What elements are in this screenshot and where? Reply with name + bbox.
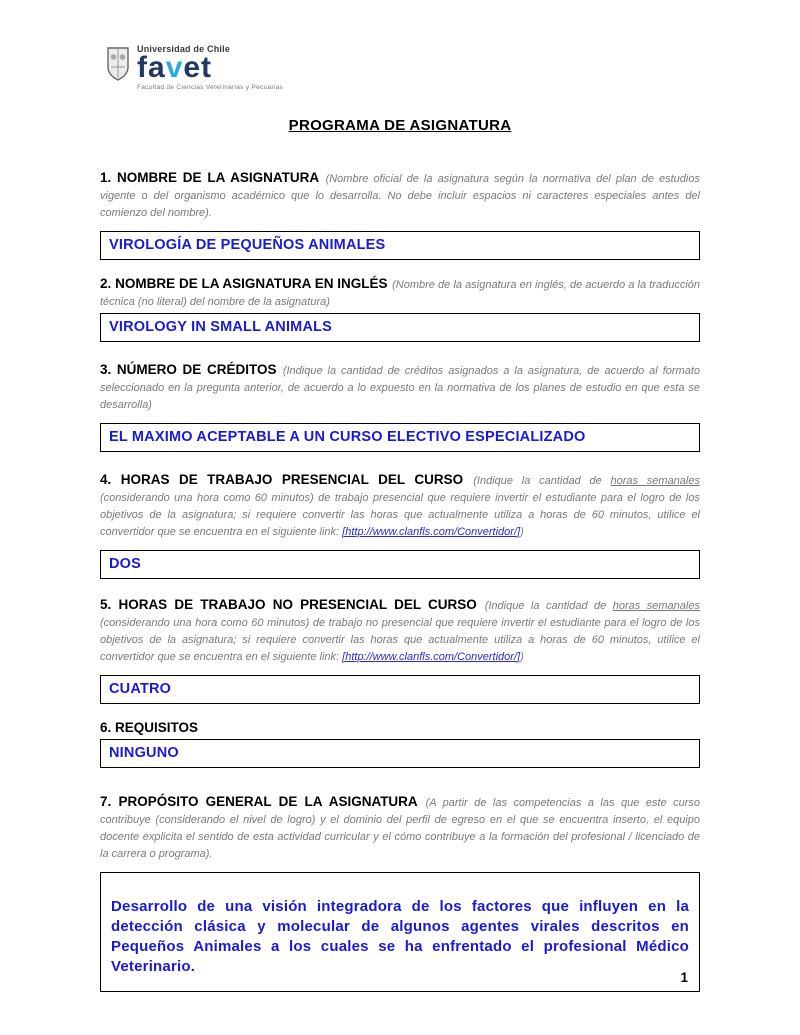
- favet-wordmark: [137, 51, 283, 84]
- section-3-note: (Indique la cantidad de créditos asignados a la asignatura, de acuerdo al formato seleccionado en la pregunta anterior, de acuerdo a lo expuesto en la normativa de los planes de estudio en que esta se desarrolla): [100, 364, 700, 411]
- section-nombre-asignatura: [100, 170, 700, 260]
- section-4-heading-line: [100, 472, 700, 540]
- section-3-heading: 3. NÚMERO DE CRÉDITOS: [100, 361, 277, 377]
- section-2-heading: 2. NOMBRE DE LA ASIGNATURA EN INGLÉS: [100, 275, 388, 291]
- section-7-heading: 7. PROPÓSITO GENERAL DE LA ASIGNATURA: [100, 793, 418, 809]
- section-4-heading: 4. HORAS DE TRABAJO PRESENCIAL DEL CURSO: [100, 471, 464, 487]
- answer-4-text: DOS: [109, 555, 142, 572]
- section-4-note-close: ): [520, 525, 524, 538]
- section-1-note: (Nombre oficial de la asignatura según la normativa del plan de estudios vigente o del organismo académico que lo desarrolla. No debe incluir espacios ni caracteres especiales antes del comienzo del nombre).: [100, 172, 700, 219]
- section-7-heading-line: [100, 794, 700, 862]
- section-4-note-underlined: horas semanales: [610, 474, 700, 487]
- logo-text-block: [137, 44, 283, 91]
- answer-box-3: [100, 423, 700, 452]
- section-numero-creditos: [100, 362, 700, 452]
- section-5-note: (Indique la cantidad de: [484, 599, 613, 612]
- university-name: Universidad de Chile: [137, 44, 231, 54]
- section-5-note: (considerando una hora como 60 minutos) de trabajo no presencial que requiere invertir el estudiante para el logro de los objetivos de la asignatura; si requiere convertir las horas que actualmente utiliza a horas de 60 minutos, utilice el convertidor que se encuentra en el siguiente link:: [100, 616, 700, 663]
- university-crest-icon: [106, 47, 130, 86]
- section-3-heading-line: [100, 362, 700, 413]
- section-7-note: (A partir de las competencias a las que este curso contribuye (considerando el nivel de logro) y el dominio del perfil de egreso en el que se encuentra inserto, el equipo docente explicita el sentido de esta actividad curricular y el cómo contribuye a la formación del profesional / licenciado de la carrera o programa).: [100, 796, 700, 860]
- answer-box-2: [100, 313, 700, 342]
- section-4-note: (Indique la cantidad de: [473, 474, 611, 487]
- section-5-note-close: ): [520, 650, 524, 663]
- section-2-note: (Nombre de la asignatura en inglés, de acuerdo a la traducción técnica (no literal) del nombre de la asignatura): [100, 278, 701, 308]
- page-title: PROGRAMA DE ASIGNATURA: [288, 116, 512, 134]
- section-6-heading-line: [100, 720, 700, 736]
- convertidor-link[interactable]: [http://www.clanfls.com/Convertidor/]: [342, 650, 521, 663]
- convertidor-link[interactable]: [http://www.clanfls.com/Convertidor/]: [342, 525, 521, 538]
- section-5-heading: 5. HORAS DE TRABAJO NO PRESENCIAL DEL CURSO: [100, 596, 477, 612]
- wordmark-part: fa: [137, 51, 166, 84]
- wordmark-part: et: [183, 51, 213, 84]
- answer-5-text: CUATRO: [109, 680, 172, 697]
- section-6-heading: 6. REQUISITOS: [100, 719, 199, 735]
- section-2-heading-line: [100, 276, 700, 310]
- section-requisitos: [100, 720, 700, 768]
- section-nombre-ingles: [100, 276, 700, 342]
- answer-3-text: EL MAXIMO ACEPTABLE A UN CURSO ELECTIVO ESPECIALIZADO: [109, 428, 586, 445]
- answer-2-text: VIROLOGY IN SMALL ANIMALS: [109, 318, 333, 335]
- section-5-note-underlined: horas semanales: [612, 599, 700, 612]
- section-proposito-general: [100, 794, 700, 992]
- answer-box-4: [100, 550, 700, 579]
- faculty-name: Facultad de Ciencias Veterinarias y Pecuarias: [137, 83, 284, 91]
- page-number: 1: [680, 970, 688, 985]
- answer-1-text: VIROLOGÍA DE PEQUEÑOS ANIMALES: [109, 236, 386, 253]
- section-4-note: (considerando una hora como 60 minutos) de trabajo presencial que requiere invertir el estudiante para el logro de los objetivos de la asignatura; si requiere convertir las horas que actualmente utiliza a horas de 60 minutos, utilice el convertidor que se encuentra en el siguiente link:: [100, 491, 700, 538]
- answer-box-1: [100, 231, 700, 260]
- wordmark-accent-letter: v: [165, 51, 184, 84]
- answer-box-6: [100, 739, 700, 768]
- section-1-heading-line: [100, 170, 700, 221]
- section-5-heading-line: [100, 597, 700, 665]
- section-1-heading: 1. NOMBRE DE LA ASIGNATURA: [100, 169, 320, 185]
- answer-6-text: NINGUNO: [109, 744, 179, 761]
- section-horas-no-presencial: [100, 597, 700, 704]
- answer-box-7: [100, 872, 700, 992]
- answer-7-text: Desarrollo de una visión integradora de los factores que influyen en la detección clásica y molecular de algunos agentes virales descritos en Pequeños Animales a los cuales se ha enfrentado el profesional Médico Veterinario.: [111, 897, 689, 975]
- answer-box-5: [100, 675, 700, 704]
- favet-logo: [106, 44, 700, 91]
- section-horas-presencial: [100, 472, 700, 579]
